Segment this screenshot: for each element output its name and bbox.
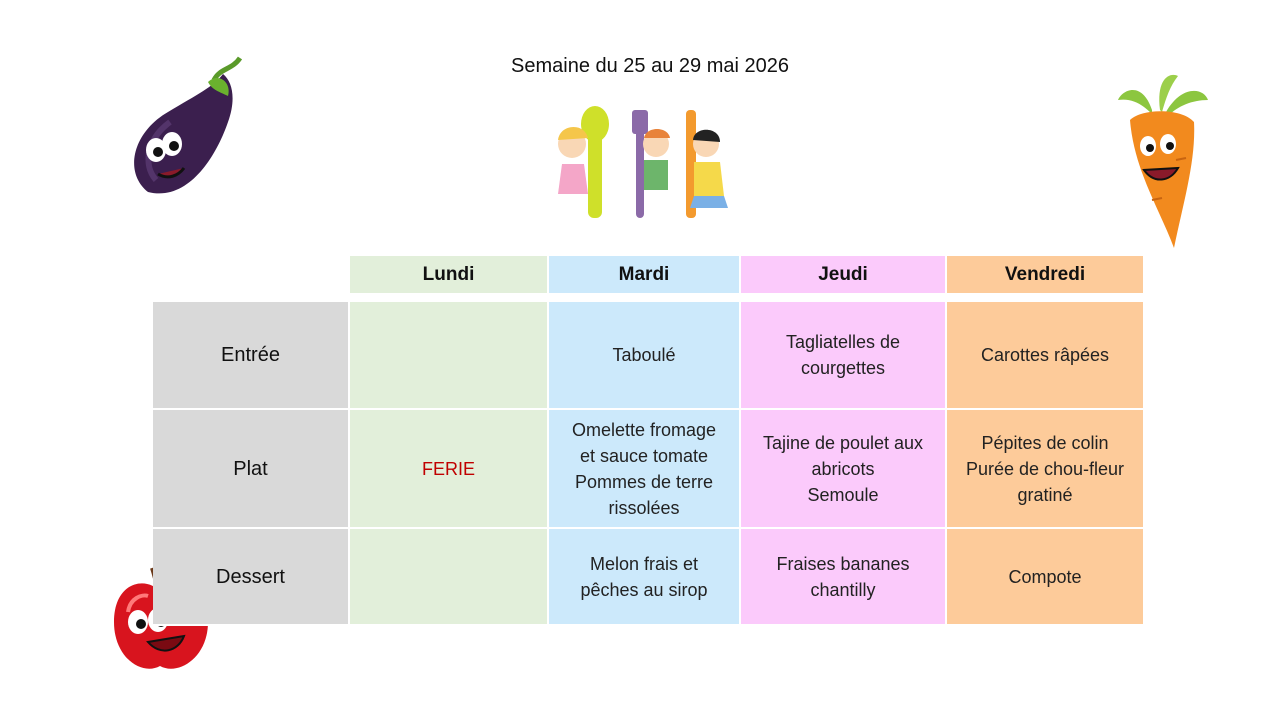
dish-line: rissolées [608,497,680,518]
menu-cell [350,302,549,410]
dish-line: Omelette fromage [571,419,717,440]
dish-line: et sauce tomate [579,445,709,466]
day-header-vendredi: Vendredi [947,256,1145,295]
dish-line: Purée de chou-fleur [965,458,1125,479]
dish-line: Semoule [807,484,879,505]
weekly-menu-table [153,256,1145,626]
dish-line: Tajine de poulet aux [762,432,924,453]
dish-line: Melon frais et [589,553,699,574]
dish-line: courgettes [800,358,886,378]
eggplant-icon [128,52,250,208]
kids-cutlery-icon [548,104,730,220]
row-label-entree: Entrée [153,302,350,410]
menu-cell [741,302,947,410]
dish-line: Fraises bananes [776,553,910,574]
menu-cell [549,529,741,626]
dish-line: abricots [811,458,875,479]
carrot-icon [1112,70,1212,252]
menu-cell [549,410,741,529]
menu-cell [947,410,1145,529]
holiday-label: FERIE [421,458,475,479]
day-header-mardi: Mardi [549,256,741,295]
dish-line: Pépites de colin [981,432,1109,453]
menu-cell [947,529,1145,626]
row-label-dessert: Dessert [153,529,350,626]
dish-line: Taboulé [612,345,676,365]
row-label-plat: Plat [153,410,350,529]
dish-line: Tagliatelles de [785,332,901,352]
menu-cell [741,529,947,626]
dish-line: gratiné [1017,484,1073,505]
corner-cell [153,256,350,295]
table-row [153,410,1145,529]
menu-cell [741,410,947,529]
day-header-jeudi: Jeudi [741,256,947,295]
menu-cell [947,302,1145,410]
dish-line: Carottes râpées [980,345,1110,365]
dish-line: pêches au sirop [580,579,708,600]
day-header-lundi: Lundi [350,256,549,295]
menu-cell [549,302,741,410]
table-row [153,529,1145,626]
table-row [153,302,1145,410]
dish-line: chantilly [810,579,876,600]
dish-line: Pommes de terre [574,471,714,492]
dish-line: Compote [1008,566,1082,587]
page-title: Semaine du 25 au 29 mai 2026 [511,55,789,77]
menu-cell [350,529,549,626]
menu-cell [350,410,549,529]
